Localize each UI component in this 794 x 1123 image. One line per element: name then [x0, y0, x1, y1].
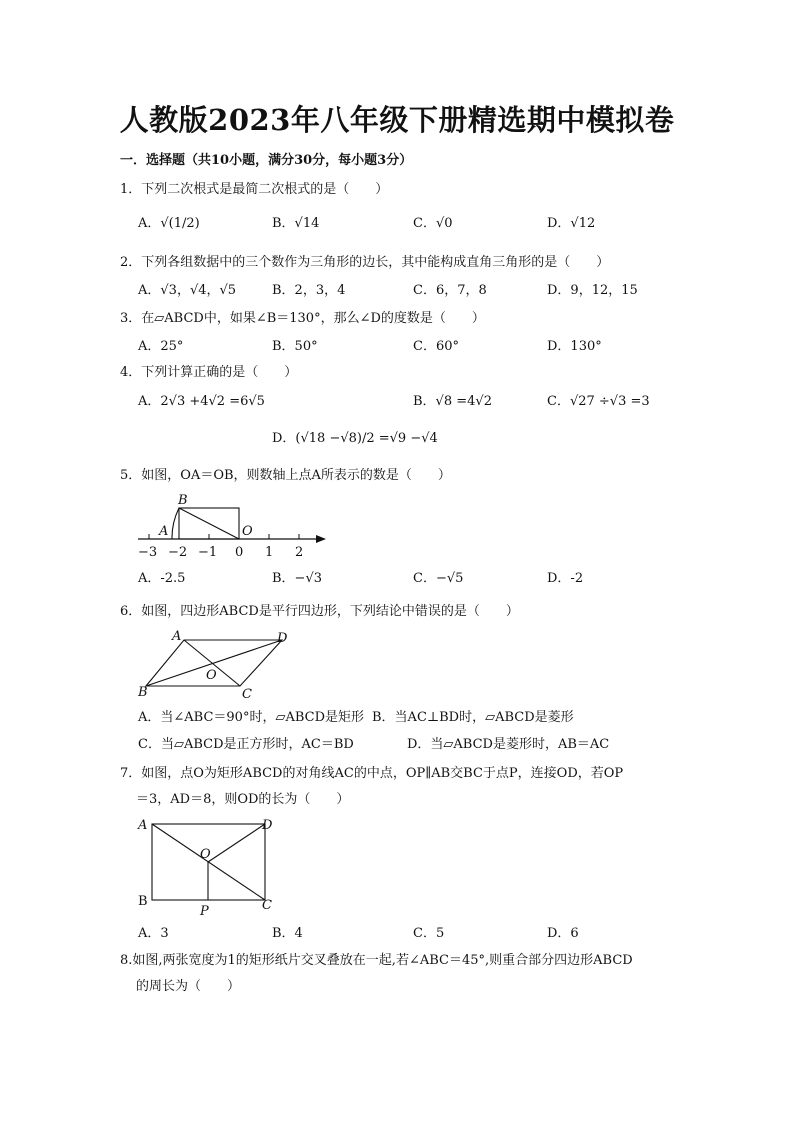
q7-label-D: D	[262, 818, 273, 833]
q7-option-a: A．3	[138, 926, 169, 941]
q2-option-c: C．6，7，8	[413, 283, 487, 298]
q5-option-d: D．-2	[547, 571, 584, 586]
q5-label-B: B	[178, 493, 188, 508]
q5-tick-neg1: −1	[198, 545, 218, 560]
q4-stem: 4．下列计算正确的是（ ）	[120, 365, 298, 380]
q6-label-C: C	[242, 687, 252, 702]
section-heading: 一．选择题（共10小题，满分30分，每小题3分）	[120, 153, 413, 168]
q7-stem-line2: ＝3，AD＝8，则OD的长为（ ）	[136, 792, 350, 807]
q1-option-b: B．√14	[272, 216, 320, 231]
q6-stem: 6．如图，四边形ABCD是平行四边形，下列结论中错误的是（ ）	[120, 604, 519, 619]
q6-label-D: D	[277, 631, 288, 646]
q6-label-B: B	[138, 685, 148, 700]
q5-stem: 5．如图，OA＝OB，则数轴上点A所表示的数是（ ）	[120, 468, 451, 483]
q6-label-O: O	[206, 668, 217, 683]
q1-option-c: C．√0	[413, 216, 453, 231]
q3-stem: 3．在▱ABCD中，如果∠B＝130°，那么∠D的度数是（ ）	[120, 311, 485, 326]
q7-option-c: C．5	[413, 926, 445, 941]
q8-stem-line2: 的周长为（ ）	[136, 979, 241, 994]
q4-option-d: D．(√18 −√8)/2 =√9 −√4	[272, 431, 438, 446]
q7-label-P: P	[200, 904, 209, 919]
q8-stem-line1: 8.如图,两张宽度为1的矩形纸片交叉叠放在一起,若∠ABC＝45°,则重合部分四边形ABCD	[120, 953, 633, 968]
q3-option-c: C．60°	[413, 339, 459, 354]
q4-option-b: B．√8 =4√2	[413, 394, 492, 409]
q5-option-c: C．−√5	[413, 571, 464, 586]
q7-label-B: B	[138, 894, 148, 909]
q2-option-b: B．2，3，4	[272, 283, 346, 298]
q7-label-C: C	[262, 898, 272, 913]
q6-option-c: C．当▱ABCD是正方形时，AC＝BD	[138, 737, 354, 752]
q5-option-a: A．-2.5	[138, 571, 186, 586]
q4-option-c: C．√27 ÷√3 =3	[547, 394, 650, 409]
q1-option-a: A．√(1/2)	[138, 216, 200, 231]
q3-option-d: D．130°	[547, 339, 602, 354]
q5-tick-0: 0	[235, 545, 244, 560]
q5-tick-1: 1	[265, 545, 274, 560]
q1-stem: 1．下列二次根式是最简二次根式的是（ ）	[120, 182, 389, 197]
q5-tick-2: 2	[295, 545, 304, 560]
q6-option-b: B．当AC⊥BD时，▱ABCD是菱形	[372, 710, 574, 725]
q2-option-d: D．9，12，15	[547, 283, 638, 298]
q5-tick-neg2: −2	[168, 545, 188, 560]
q7-option-b: B．4	[272, 926, 303, 941]
q4-option-a: A．2√3 +4√2 =6√5	[138, 394, 265, 409]
q6-label-A: A	[172, 629, 182, 644]
q5-number-line-figure	[134, 488, 334, 562]
q6-parallelogram-figure	[134, 624, 304, 704]
q7-label-O: O	[200, 847, 211, 862]
q3-option-b: B．50°	[272, 339, 318, 354]
q6-option-d: D．当▱ABCD是菱形时，AB＝AC	[407, 737, 610, 752]
q5-label-A: A	[159, 524, 169, 539]
q7-stem-line1: 7．如图，点O为矩形ABCD的对角线AC的中点，OP∥AB交BC于点P，连接OD，若OP	[120, 766, 624, 781]
q5-option-b: B．−√3	[272, 571, 323, 586]
q1-option-d: D．√12	[547, 216, 596, 231]
q5-label-O: O	[242, 524, 253, 539]
page-title: 人教版2023年八年级下册精选期中模拟卷	[119, 103, 675, 137]
q7-rectangle-figure	[134, 812, 284, 920]
q7-label-A: A	[138, 818, 148, 833]
q6-option-a: A．当∠ABC＝90°时，▱ABCD是矩形	[138, 710, 365, 725]
q2-option-a: A．√3，√4，√5	[138, 283, 237, 298]
q7-option-d: D．6	[547, 926, 579, 941]
q3-option-a: A．25°	[138, 339, 184, 354]
q5-tick-neg3: −3	[138, 545, 158, 560]
q2-stem: 2．下列各组数据中的三个数作为三角形的边长，其中能构成直角三角形的是（ ）	[120, 255, 610, 270]
